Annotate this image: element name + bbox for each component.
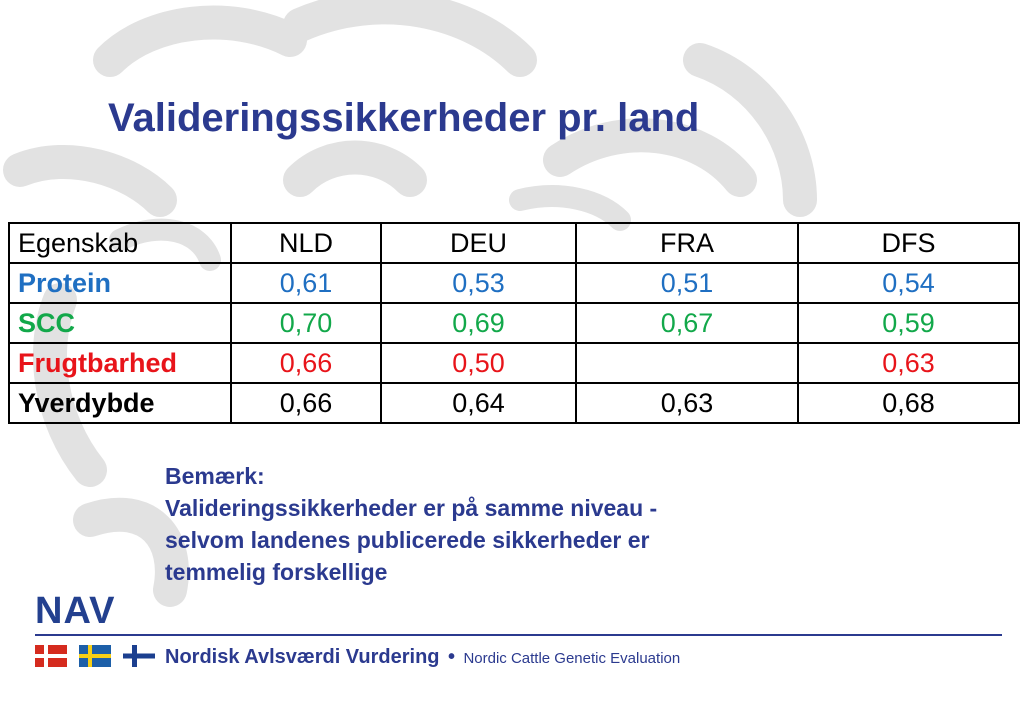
cell-value: 0,54 <box>798 263 1019 303</box>
cell-value: 0,66 <box>231 343 381 383</box>
validation-table <box>8 222 1020 424</box>
cell-value: 0,67 <box>576 303 798 343</box>
row-label: Protein <box>9 263 231 303</box>
note-block <box>165 460 865 588</box>
note-line: Valideringssikkerheder er på samme niveau - <box>165 495 658 521</box>
note-heading: Bemærk: <box>165 463 265 489</box>
row-label: SCC <box>9 303 231 343</box>
cell-value: 0,70 <box>231 303 381 343</box>
cell-value: 0,68 <box>798 383 1019 423</box>
row-label: Yverdybde <box>9 383 231 423</box>
cell-value <box>576 343 798 383</box>
footer-separator: • <box>447 646 455 668</box>
cell-value: 0,50 <box>381 343 576 383</box>
cell-value: 0,64 <box>381 383 576 423</box>
table-row-protein <box>9 263 1019 303</box>
flag-row <box>35 645 155 667</box>
table-header-row <box>9 223 1019 263</box>
header-dfs: DFS <box>798 223 1019 263</box>
finland-flag-icon <box>123 645 155 667</box>
footer-sub-text: Nordic Cattle Genetic Evaluation <box>463 650 681 667</box>
note-line: temmelig forskellige <box>165 559 388 585</box>
cell-value: 0,63 <box>798 343 1019 383</box>
note-line: selvom landenes publicerede sikkerheder er <box>165 527 650 553</box>
cell-value: 0,59 <box>798 303 1019 343</box>
page-title: Valideringssikkerheder pr. land <box>108 96 700 140</box>
cell-value: 0,63 <box>576 383 798 423</box>
table-row-frugtbarhed <box>9 343 1019 383</box>
header-fra: FRA <box>576 223 798 263</box>
footer-tagline <box>165 646 680 669</box>
cell-value: 0,61 <box>231 263 381 303</box>
header-egenskab: Egenskab <box>9 223 231 263</box>
table-row-yverdybde <box>9 383 1019 423</box>
sweden-flag-icon <box>79 645 111 667</box>
footer-main-text: Nordisk Avlsværdi Vurdering <box>165 646 440 668</box>
cell-value: 0,66 <box>231 383 381 423</box>
denmark-flag-icon <box>35 645 67 667</box>
row-label: Frugtbarhed <box>9 343 231 383</box>
cell-value: 0,51 <box>576 263 798 303</box>
footer-divider <box>35 634 1002 636</box>
nav-logo: NAV <box>35 590 116 632</box>
header-deu: DEU <box>381 223 576 263</box>
header-nld: NLD <box>231 223 381 263</box>
cell-value: 0,53 <box>381 263 576 303</box>
cell-value: 0,69 <box>381 303 576 343</box>
table-row-scc <box>9 303 1019 343</box>
